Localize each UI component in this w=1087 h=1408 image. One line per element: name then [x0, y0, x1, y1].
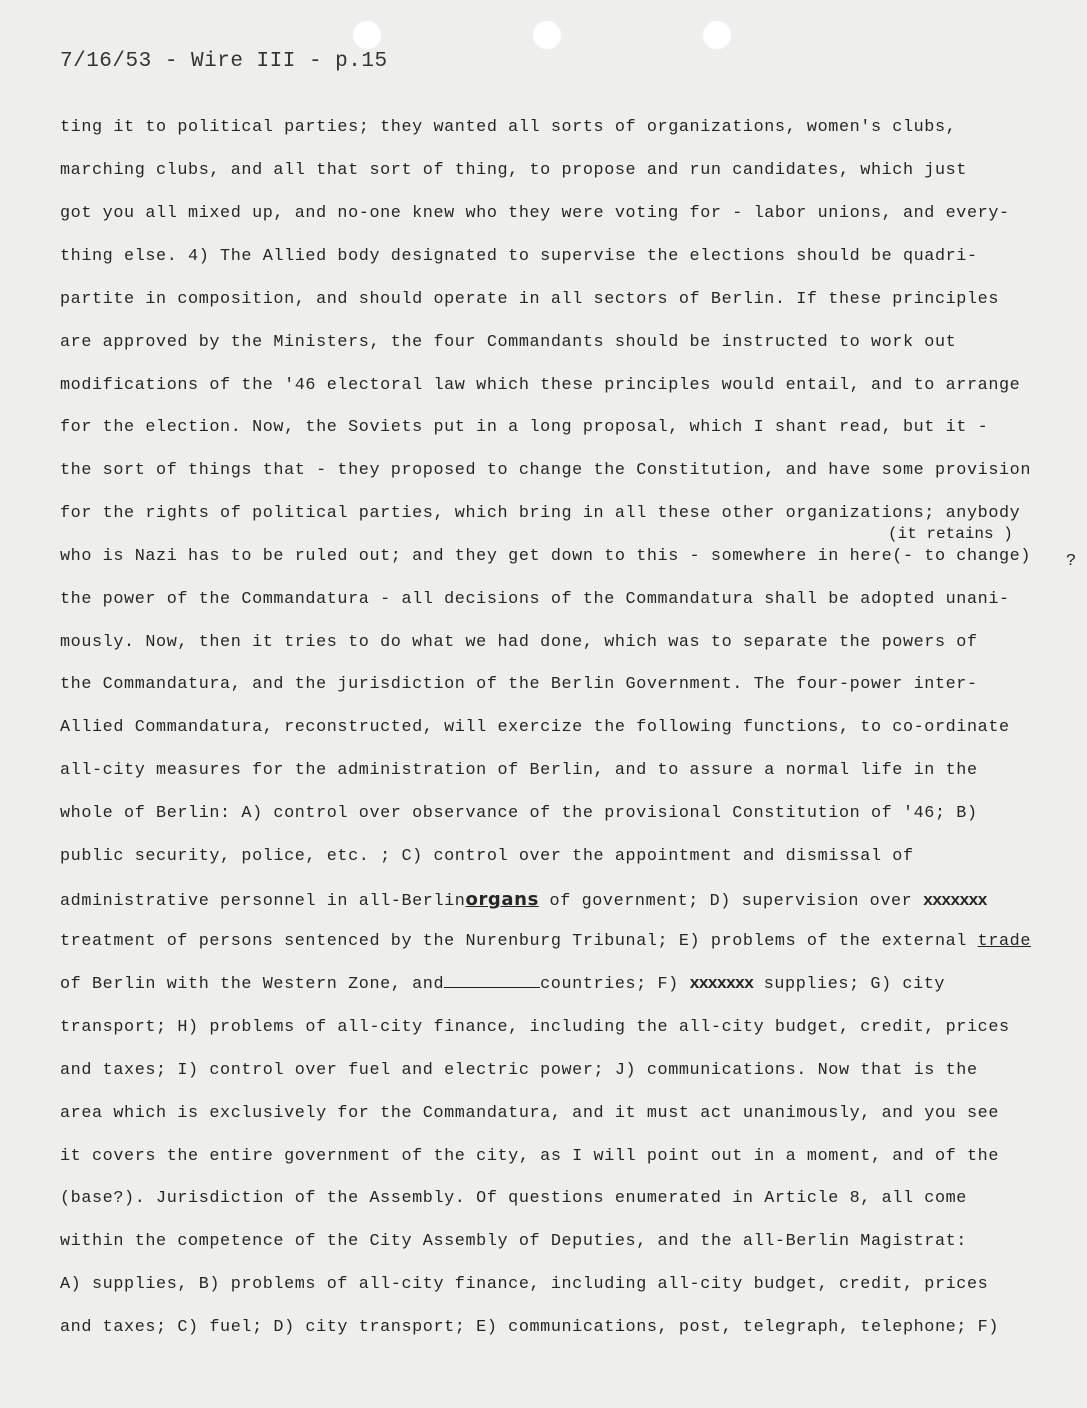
text-line: [60, 889, 987, 911]
punch-hole-1: [352, 20, 382, 50]
text-line: transport; H) problems of all-city finance, including the all-city budget, credit, prices: [60, 1018, 1010, 1037]
handwritten-insert-note: (it retains ): [888, 525, 1013, 543]
text-line: area which is exclusively for the Commandatura, and it must act unanimously, and you see: [60, 1104, 999, 1123]
text-line: and taxes; C) fuel; D) city transport; E) communications, post, telegraph, telephone; F): [60, 1318, 999, 1337]
text-line: ting it to political parties; they wanted all sorts of organizations, women's clubs,: [60, 118, 957, 137]
text-line: [60, 932, 1031, 951]
text-line: for the election. Now, the Soviets put in a long proposal, which I shant read, but it -: [60, 418, 989, 437]
text-line: the Commandatura, and the jurisdiction of the Berlin Government. The four-power inter-: [60, 675, 978, 694]
underlined-word: trade: [977, 932, 1032, 951]
struck-out-text: xxxxxxx: [689, 975, 754, 994]
margin-question-mark: ?: [1066, 552, 1077, 571]
text-segment: supplies; G) city: [753, 975, 946, 994]
text-line: all-city measures for the administration of Berlin, and to assure a normal life in the: [60, 761, 978, 780]
text-line: partite in composition, and should operate in all sectors of Berlin. If these principles: [60, 290, 999, 309]
text-line: it covers the entire government of the city, as I will point out in a moment, and of the: [60, 1147, 999, 1166]
page-header: 7/16/53 - Wire III - p.15: [60, 50, 388, 73]
punch-hole-2: [532, 20, 562, 50]
blank-underline: [444, 987, 540, 988]
handwritten-word: organs: [465, 889, 539, 910]
text-line: A) supplies, B) problems of all-city finance, including all-city budget, credit, prices: [60, 1275, 989, 1294]
text-segment: treatment of persons sentenced by the Nurenburg Tribunal; E) problems of the external: [60, 932, 978, 951]
text-line: mously. Now, then it tries to do what we had done, which was to separate the powers of: [60, 633, 978, 652]
text-line: within the competence of the City Assembly of Deputies, and the all-Berlin Magistrat:: [60, 1232, 967, 1251]
struck-out-text: xxxxxxx: [923, 892, 987, 911]
text-line: whole of Berlin: A) control over observance of the provisional Constitution of '46; B): [60, 804, 978, 823]
text-line: for the rights of political parties, which bring in all these other organizations; anybody: [60, 504, 1021, 523]
text-line: (base?). Jurisdiction of the Assembly. Of questions enumerated in Article 8, all come: [60, 1189, 967, 1208]
text-line: marching clubs, and all that sort of thing, to propose and run candidates, which just: [60, 161, 967, 180]
text-line: Allied Commandatura, reconstructed, will exercize the following functions, to co-ordinate: [60, 718, 1010, 737]
text-line: who is Nazi has to be ruled out; and they get down to this - somewhere in here(- to change): [60, 547, 1032, 566]
text-line: public security, police, etc. ; C) control over the appointment and dismissal of: [60, 847, 914, 866]
text-segment: countries; F): [540, 975, 690, 994]
text-line: modifications of the '46 electoral law which these principles would entail, and to arrange: [60, 376, 1021, 395]
text-line: thing else. 4) The Allied body designated to supervise the elections should be quadri-: [60, 247, 978, 266]
text-segment: administrative personnel in all-Berlin: [60, 892, 466, 911]
text-line: are approved by the Ministers, the four Commandants should be instructed to work out: [60, 333, 957, 352]
text-line: and taxes; I) control over fuel and electric power; J) communications. Now that is the: [60, 1061, 978, 1080]
text-segment: of government; D) supervision over: [538, 892, 924, 911]
text-line: [60, 975, 945, 994]
text-line: the sort of things that - they proposed to change the Constitution, and have some provision: [60, 461, 1032, 480]
text-line: got you all mixed up, and no-one knew who they were voting for - labor unions, and every-: [60, 204, 1010, 223]
text-line: the power of the Commandatura - all decisions of the Commandatura shall be adopted unani-: [60, 590, 1010, 609]
text-segment: of Berlin with the Western Zone, and: [60, 975, 445, 994]
punch-hole-3: [702, 20, 732, 50]
